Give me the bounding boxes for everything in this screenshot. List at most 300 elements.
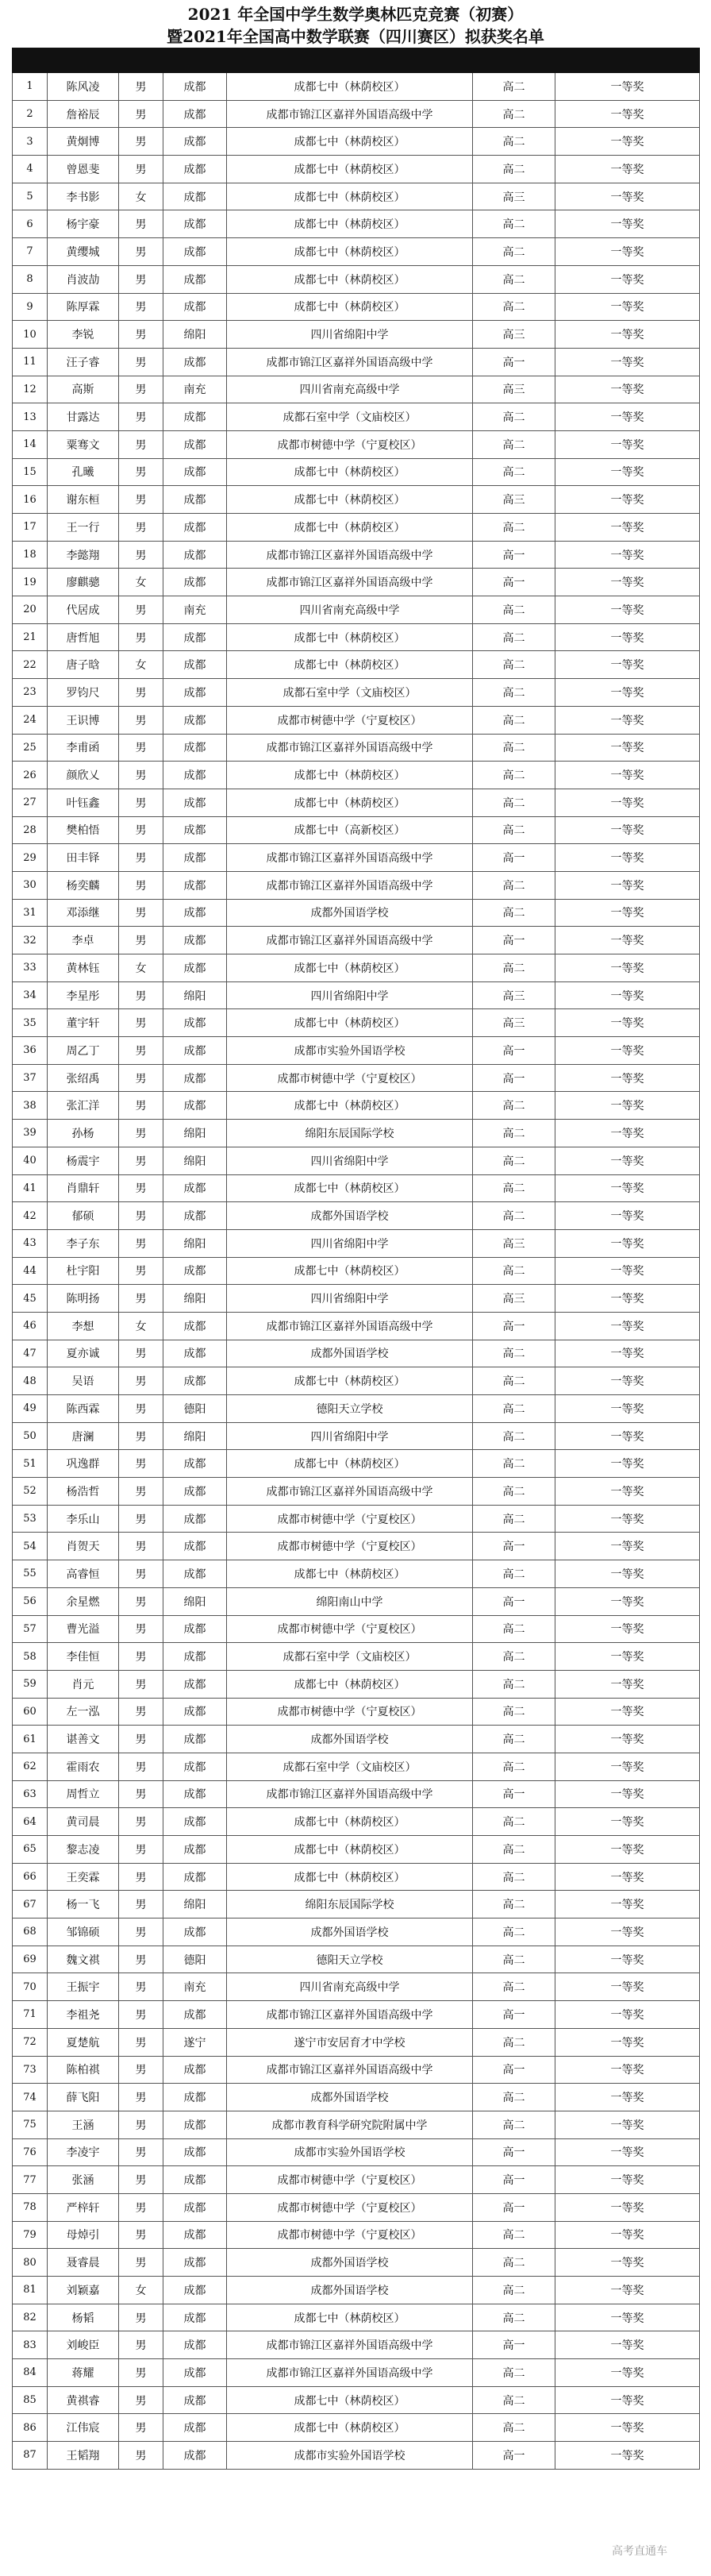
title-line-1: 2021 年全国中学生数学奥林匹克竞赛（初赛） xyxy=(187,5,524,24)
cell-name: 王奕霖 xyxy=(48,1863,119,1891)
cell-school: 四川省绵阳中学 xyxy=(227,1229,473,1257)
cell-award: 一等奖 xyxy=(555,1285,700,1313)
cell-school: 成都市树德中学（宁夏校区） xyxy=(227,1698,473,1726)
cell-city: 成都 xyxy=(163,762,227,789)
cell-name: 杨一飞 xyxy=(48,1891,119,1919)
cell-index: 42 xyxy=(13,1202,48,1230)
cell-grade: 高二 xyxy=(473,734,555,762)
cell-index: 68 xyxy=(13,1919,48,1946)
cell-index: 14 xyxy=(13,430,48,458)
cell-school: 成都七中（林荫校区） xyxy=(227,486,473,514)
cell-index: 41 xyxy=(13,1174,48,1202)
cell-index: 79 xyxy=(13,2221,48,2249)
cell-gender: 男 xyxy=(119,1587,163,1615)
cell-city: 绵阳 xyxy=(163,321,227,349)
table-row xyxy=(13,183,700,210)
cell-grade: 高二 xyxy=(473,2304,555,2331)
table-row xyxy=(13,2111,700,2138)
cell-gender: 男 xyxy=(119,348,163,376)
table-row xyxy=(13,2359,700,2387)
cell-school: 成都石室中学（文庙校区） xyxy=(227,403,473,431)
cell-school: 四川省绵阳中学 xyxy=(227,1147,473,1174)
cell-index: 27 xyxy=(13,789,48,816)
cell-name: 詹裕辰 xyxy=(48,100,119,128)
table-row xyxy=(13,762,700,789)
table-row xyxy=(13,1973,700,2001)
table-row xyxy=(13,844,700,872)
cell-school: 成都市锦江区嘉祥外国语高级中学 xyxy=(227,569,473,596)
table-row xyxy=(13,128,700,156)
cell-gender: 男 xyxy=(119,2414,163,2442)
cell-gender: 男 xyxy=(119,430,163,458)
table-row xyxy=(13,403,700,431)
cell-name: 陈西霖 xyxy=(48,1395,119,1423)
cell-city: 成都 xyxy=(163,2084,227,2111)
cell-school: 四川省绵阳中学 xyxy=(227,981,473,1009)
cell-name: 杨宇豪 xyxy=(48,210,119,238)
cell-city: 成都 xyxy=(163,2331,227,2359)
cell-gender: 男 xyxy=(119,1919,163,1946)
cell-school: 成都市实验外国语学校 xyxy=(227,2138,473,2166)
cell-gender: 男 xyxy=(119,210,163,238)
cell-school: 成都七中（林荫校区） xyxy=(227,1836,473,1864)
cell-grade: 高二 xyxy=(473,265,555,293)
table-row xyxy=(13,1505,700,1533)
watermark: 高考直通车 xyxy=(612,2545,667,2558)
cell-gender: 男 xyxy=(119,1478,163,1506)
cell-city: 成都 xyxy=(163,844,227,872)
cell-award: 一等奖 xyxy=(555,1587,700,1615)
cell-city: 成都 xyxy=(163,156,227,183)
cell-school: 成都七中（林荫校区） xyxy=(227,789,473,816)
cell-name: 高斯 xyxy=(48,376,119,403)
cell-name: 孙杨 xyxy=(48,1120,119,1147)
cell-city: 成都 xyxy=(163,899,227,927)
table-row xyxy=(13,2249,700,2277)
cell-city: 成都 xyxy=(163,1836,227,1864)
cell-gender: 男 xyxy=(119,1780,163,1808)
cell-grade: 高二 xyxy=(473,100,555,128)
cell-grade: 高二 xyxy=(473,762,555,789)
cell-award: 一等奖 xyxy=(555,2221,700,2249)
table-row xyxy=(13,2221,700,2249)
cell-award: 一等奖 xyxy=(555,1367,700,1395)
cell-city: 成都 xyxy=(163,871,227,899)
cell-gender: 男 xyxy=(119,2056,163,2084)
cell-school: 成都市树德中学（宁夏校区） xyxy=(227,430,473,458)
cell-gender: 男 xyxy=(119,541,163,569)
cell-gender: 男 xyxy=(119,1092,163,1120)
cell-school: 成都七中（林荫校区） xyxy=(227,293,473,321)
cell-index: 63 xyxy=(13,1780,48,1808)
cell-city: 成都 xyxy=(163,1009,227,1037)
cell-name: 樊柏悟 xyxy=(48,816,119,844)
table-row xyxy=(13,514,700,542)
cell-name: 田丰铎 xyxy=(48,844,119,872)
cell-gender: 男 xyxy=(119,1340,163,1367)
cell-gender: 女 xyxy=(119,569,163,596)
cell-gender: 男 xyxy=(119,128,163,156)
cell-grade: 高二 xyxy=(473,1478,555,1506)
cell-award: 一等奖 xyxy=(555,1478,700,1506)
cell-school: 成都七中（林荫校区） xyxy=(227,1092,473,1120)
table-row xyxy=(13,1891,700,1919)
cell-school: 成都七中（林荫校区） xyxy=(227,183,473,210)
cell-award: 一等奖 xyxy=(555,2249,700,2277)
cell-school: 成都市树德中学（宁夏校区） xyxy=(227,706,473,734)
cell-name: 魏文祺 xyxy=(48,1945,119,1973)
cell-index: 6 xyxy=(13,210,48,238)
cell-school: 成都七中（林荫校区） xyxy=(227,651,473,679)
cell-index: 9 xyxy=(13,293,48,321)
cell-award: 一等奖 xyxy=(555,1037,700,1065)
cell-school: 成都七中（林荫校区） xyxy=(227,238,473,266)
cell-award: 一等奖 xyxy=(555,981,700,1009)
cell-gender: 男 xyxy=(119,2304,163,2331)
table-row xyxy=(13,679,700,707)
cell-index: 76 xyxy=(13,2138,48,2166)
cell-index: 70 xyxy=(13,1973,48,2001)
cell-name: 曹光溢 xyxy=(48,1615,119,1643)
cell-grade: 高一 xyxy=(473,927,555,954)
cell-index: 54 xyxy=(13,1533,48,1560)
table-row xyxy=(13,430,700,458)
cell-gender: 男 xyxy=(119,1120,163,1147)
cell-name: 夏楚航 xyxy=(48,2028,119,2056)
cell-index: 31 xyxy=(13,899,48,927)
cell-city: 南充 xyxy=(163,376,227,403)
table-row xyxy=(13,1753,700,1780)
cell-gender: 男 xyxy=(119,1202,163,1230)
cell-name: 唐澜 xyxy=(48,1422,119,1450)
cell-school: 成都市锦江区嘉祥外国语高级中学 xyxy=(227,1312,473,1340)
table-header-row xyxy=(13,48,700,73)
table-row xyxy=(13,569,700,596)
cell-name: 王韬翔 xyxy=(48,2442,119,2470)
cell-index: 86 xyxy=(13,2414,48,2442)
cell-index: 44 xyxy=(13,1257,48,1285)
cell-name: 夏亦诚 xyxy=(48,1340,119,1367)
cell-gender: 男 xyxy=(119,762,163,789)
cell-name: 汪子睿 xyxy=(48,348,119,376)
cell-grade: 高二 xyxy=(473,2111,555,2138)
cell-gender: 女 xyxy=(119,183,163,210)
cell-school: 成都七中（林荫校区） xyxy=(227,2304,473,2331)
cell-gender: 男 xyxy=(119,1505,163,1533)
cell-grade: 高一 xyxy=(473,1587,555,1615)
table-row xyxy=(13,2442,700,2470)
cell-name: 李锐 xyxy=(48,321,119,349)
cell-grade: 高二 xyxy=(473,1615,555,1643)
cell-gender: 男 xyxy=(119,871,163,899)
table-row xyxy=(13,1945,700,1973)
cell-name: 李懿翔 xyxy=(48,541,119,569)
cell-name: 曾恩斐 xyxy=(48,156,119,183)
cell-name: 陈柏祺 xyxy=(48,2056,119,2084)
cell-award: 一等奖 xyxy=(555,1698,700,1726)
table-row xyxy=(13,1533,700,1560)
cell-index: 64 xyxy=(13,1808,48,1836)
cell-index: 13 xyxy=(13,403,48,431)
table-row xyxy=(13,348,700,376)
cell-index: 46 xyxy=(13,1312,48,1340)
cell-school: 成都七中（林荫校区） xyxy=(227,1863,473,1891)
cell-gender: 男 xyxy=(119,623,163,651)
cell-grade: 高二 xyxy=(473,1174,555,1202)
cell-grade: 高二 xyxy=(473,1808,555,1836)
cell-city: 绵阳 xyxy=(163,1147,227,1174)
cell-grade: 高二 xyxy=(473,789,555,816)
cell-name: 李星彤 xyxy=(48,981,119,1009)
cell-gender: 男 xyxy=(119,1367,163,1395)
cell-name: 肖元 xyxy=(48,1670,119,1698)
cell-award: 一等奖 xyxy=(555,210,700,238)
cell-grade: 高二 xyxy=(473,1973,555,2001)
table-row xyxy=(13,927,700,954)
cell-school: 成都七中（林荫校区） xyxy=(227,954,473,982)
cell-grade: 高二 xyxy=(473,679,555,707)
cell-gender: 男 xyxy=(119,1064,163,1092)
cell-award: 一等奖 xyxy=(555,486,700,514)
cell-grade: 高二 xyxy=(473,1450,555,1478)
cell-city: 成都 xyxy=(163,458,227,486)
cell-city: 成都 xyxy=(163,789,227,816)
cell-name: 李凌宇 xyxy=(48,2138,119,2166)
cell-grade: 高二 xyxy=(473,596,555,624)
cell-school: 成都市树德中学（宁夏校区） xyxy=(227,1533,473,1560)
cell-grade: 高一 xyxy=(473,569,555,596)
cell-gender: 男 xyxy=(119,706,163,734)
cell-award: 一等奖 xyxy=(555,100,700,128)
cell-grade: 高二 xyxy=(473,2386,555,2414)
cell-grade: 高二 xyxy=(473,1395,555,1423)
cell-index: 50 xyxy=(13,1422,48,1450)
cell-city: 成都 xyxy=(163,2249,227,2277)
cell-city: 绵阳 xyxy=(163,981,227,1009)
cell-award: 一等奖 xyxy=(555,1973,700,2001)
cell-school: 成都市树德中学（宁夏校区） xyxy=(227,1615,473,1643)
cell-gender: 男 xyxy=(119,1615,163,1643)
cell-grade: 高二 xyxy=(473,1560,555,1588)
cell-index: 20 xyxy=(13,596,48,624)
cell-gender: 男 xyxy=(119,1945,163,1973)
cell-index: 39 xyxy=(13,1120,48,1147)
cell-city: 南充 xyxy=(163,596,227,624)
cell-grade: 高一 xyxy=(473,2331,555,2359)
cell-grade: 高二 xyxy=(473,238,555,266)
table-row xyxy=(13,1092,700,1120)
cell-gender: 男 xyxy=(119,376,163,403)
cell-gender: 男 xyxy=(119,789,163,816)
cell-gender: 男 xyxy=(119,1891,163,1919)
cell-school: 成都七中（林荫校区） xyxy=(227,1670,473,1698)
cell-school: 成都外国语学校 xyxy=(227,2249,473,2277)
cell-grade: 高三 xyxy=(473,1285,555,1313)
cell-city: 成都 xyxy=(163,1753,227,1780)
cell-grade: 高三 xyxy=(473,1009,555,1037)
cell-city: 成都 xyxy=(163,2221,227,2249)
cell-school: 成都外国语学校 xyxy=(227,2084,473,2111)
cell-award: 一等奖 xyxy=(555,2414,700,2442)
cell-index: 23 xyxy=(13,679,48,707)
cell-school: 成都市教育科学研究院附属中学 xyxy=(227,2111,473,2138)
cell-index: 69 xyxy=(13,1945,48,1973)
table-row xyxy=(13,1726,700,1753)
cell-name: 李子东 xyxy=(48,1229,119,1257)
cell-gender: 男 xyxy=(119,1037,163,1065)
cell-name: 肖贺天 xyxy=(48,1533,119,1560)
cell-grade: 高一 xyxy=(473,2166,555,2194)
cell-school: 四川省南充高级中学 xyxy=(227,596,473,624)
cell-school: 成都市树德中学（宁夏校区） xyxy=(227,2166,473,2194)
cell-city: 成都 xyxy=(163,927,227,954)
cell-city: 成都 xyxy=(163,2001,227,2029)
cell-grade: 高三 xyxy=(473,321,555,349)
cell-award: 一等奖 xyxy=(555,1340,700,1367)
cell-gender: 男 xyxy=(119,1643,163,1671)
cell-gender: 男 xyxy=(119,2249,163,2277)
cell-award: 一等奖 xyxy=(555,2001,700,2029)
cell-grade: 高二 xyxy=(473,1891,555,1919)
cell-name: 李甫函 xyxy=(48,734,119,762)
cell-grade: 高一 xyxy=(473,1037,555,1065)
cell-index: 26 xyxy=(13,762,48,789)
cell-school: 成都七中（林荫校区） xyxy=(227,1257,473,1285)
cell-school: 成都市锦江区嘉祥外国语高级中学 xyxy=(227,734,473,762)
cell-name: 董宇轩 xyxy=(48,1009,119,1037)
table-row xyxy=(13,2277,700,2304)
cell-grade: 高一 xyxy=(473,2001,555,2029)
cell-city: 成都 xyxy=(163,2304,227,2331)
cell-grade: 高二 xyxy=(473,1698,555,1726)
cell-award: 一等奖 xyxy=(555,2442,700,2470)
cell-grade: 高一 xyxy=(473,2442,555,2470)
cell-index: 67 xyxy=(13,1891,48,1919)
cell-award: 一等奖 xyxy=(555,1836,700,1864)
table-row xyxy=(13,2028,700,2056)
cell-name: 张绍禹 xyxy=(48,1064,119,1092)
cell-grade: 高二 xyxy=(473,210,555,238)
table-row xyxy=(13,1174,700,1202)
cell-award: 一等奖 xyxy=(555,1919,700,1946)
cell-name: 巩逸群 xyxy=(48,1450,119,1478)
cell-award: 一等奖 xyxy=(555,1670,700,1698)
cell-index: 49 xyxy=(13,1395,48,1423)
cell-award: 一等奖 xyxy=(555,1312,700,1340)
table-row xyxy=(13,706,700,734)
cell-award: 一等奖 xyxy=(555,1395,700,1423)
cell-city: 成都 xyxy=(163,1505,227,1533)
table-row xyxy=(13,1450,700,1478)
table-row xyxy=(13,1367,700,1395)
cell-award: 一等奖 xyxy=(555,2028,700,2056)
cell-name: 杜宇阳 xyxy=(48,1257,119,1285)
cell-city: 成都 xyxy=(163,1478,227,1506)
cell-gender: 男 xyxy=(119,1229,163,1257)
table-row xyxy=(13,954,700,982)
cell-school: 成都七中（林荫校区） xyxy=(227,1367,473,1395)
table-row xyxy=(13,1312,700,1340)
table-row xyxy=(13,871,700,899)
cell-award: 一等奖 xyxy=(555,2304,700,2331)
cell-award: 一等奖 xyxy=(555,1560,700,1588)
cell-city: 绵阳 xyxy=(163,1587,227,1615)
table-row xyxy=(13,1257,700,1285)
cell-index: 12 xyxy=(13,376,48,403)
cell-name: 王振宇 xyxy=(48,1973,119,2001)
cell-city: 成都 xyxy=(163,2111,227,2138)
cell-name: 张汇洋 xyxy=(48,1092,119,1120)
table-row xyxy=(13,1808,700,1836)
cell-school: 成都石室中学（文庙校区） xyxy=(227,1643,473,1671)
table-row xyxy=(13,1698,700,1726)
table-row xyxy=(13,73,700,101)
header-name xyxy=(48,48,119,73)
cell-grade: 高一 xyxy=(473,2138,555,2166)
cell-name: 唐子晗 xyxy=(48,651,119,679)
cell-award: 一等奖 xyxy=(555,2084,700,2111)
cell-school: 德阳天立学校 xyxy=(227,1945,473,1973)
cell-grade: 高二 xyxy=(473,623,555,651)
cell-award: 一等奖 xyxy=(555,1533,700,1560)
cell-school: 成都市锦江区嘉祥外国语高级中学 xyxy=(227,2001,473,2029)
cell-school: 绵阳南山中学 xyxy=(227,1587,473,1615)
cell-name: 陈明扬 xyxy=(48,1285,119,1313)
cell-gender: 男 xyxy=(119,1257,163,1285)
table-row xyxy=(13,1202,700,1230)
cell-name: 廖麒骢 xyxy=(48,569,119,596)
cell-school: 四川省南充高级中学 xyxy=(227,376,473,403)
cell-school: 成都市锦江区嘉祥外国语高级中学 xyxy=(227,348,473,376)
award-table xyxy=(12,48,700,2470)
cell-grade: 高二 xyxy=(473,403,555,431)
cell-grade: 高二 xyxy=(473,2221,555,2249)
cell-name: 黄林钰 xyxy=(48,954,119,982)
cell-city: 成都 xyxy=(163,734,227,762)
cell-award: 一等奖 xyxy=(555,183,700,210)
cell-award: 一等奖 xyxy=(555,1174,700,1202)
cell-city: 成都 xyxy=(163,1202,227,1230)
cell-index: 10 xyxy=(13,321,48,349)
cell-award: 一等奖 xyxy=(555,128,700,156)
cell-city: 成都 xyxy=(163,1615,227,1643)
cell-index: 16 xyxy=(13,486,48,514)
table-row xyxy=(13,100,700,128)
cell-school: 成都七中（林荫校区） xyxy=(227,458,473,486)
cell-gender: 男 xyxy=(119,1174,163,1202)
cell-school: 成都七中（林荫校区） xyxy=(227,265,473,293)
cell-city: 成都 xyxy=(163,265,227,293)
cell-school: 成都市锦江区嘉祥外国语高级中学 xyxy=(227,2056,473,2084)
cell-city: 成都 xyxy=(163,1808,227,1836)
cell-award: 一等奖 xyxy=(555,1615,700,1643)
cell-school: 成都七中（林荫校区） xyxy=(227,514,473,542)
table-row xyxy=(13,1147,700,1174)
cell-index: 43 xyxy=(13,1229,48,1257)
cell-grade: 高二 xyxy=(473,1919,555,1946)
cell-award: 一等奖 xyxy=(555,651,700,679)
cell-gender: 男 xyxy=(119,679,163,707)
cell-city: 成都 xyxy=(163,514,227,542)
cell-name: 邓添继 xyxy=(48,899,119,927)
cell-school: 成都外国语学校 xyxy=(227,1202,473,1230)
cell-name: 李佳恒 xyxy=(48,1643,119,1671)
cell-school: 成都市树德中学（宁夏校区） xyxy=(227,1064,473,1092)
cell-grade: 高三 xyxy=(473,376,555,403)
cell-school: 成都外国语学校 xyxy=(227,1726,473,1753)
cell-school: 绵阳东辰国际学校 xyxy=(227,1120,473,1147)
cell-city: 成都 xyxy=(163,403,227,431)
